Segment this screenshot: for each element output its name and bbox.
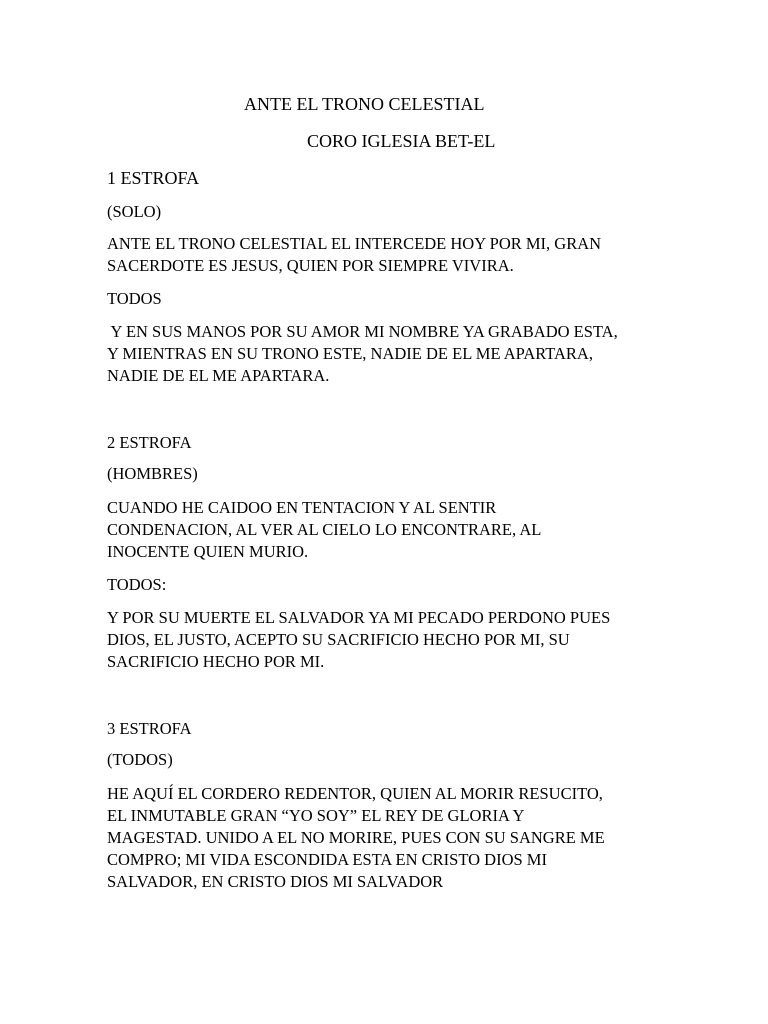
page-title: ANTE EL TRONO CELESTIAL: [244, 94, 485, 114]
stanza-2-verse-b: [107, 607, 707, 673]
stanza-1-part-b-label: TODOS: [107, 289, 162, 308]
verse-line: Y MIENTRAS EN SU TRONO ESTE, NADIE DE EL ME APARTARA,: [107, 344, 593, 363]
verse-line: Y POR SU MUERTE EL SALVADOR YA MI PECADO PERDONO PUES: [107, 608, 611, 627]
stanza-1-part-a-label: (SOLO): [107, 202, 162, 221]
stanza-3-part-a-label: (TODOS): [107, 750, 173, 769]
stanza-1-verse-b: [107, 321, 707, 387]
verse-line: Y EN SUS MANOS POR SU AMOR MI NOMBRE YA GRABADO ESTA,: [107, 322, 618, 341]
stanza-3-verse-a: [107, 783, 707, 893]
verse-line: SALVADOR, EN CRISTO DIOS MI SALVADOR: [107, 872, 444, 891]
stanza-2-verse-a: [107, 497, 707, 563]
stanza-3-heading: 3 ESTROFA: [107, 719, 192, 738]
verse-line: CONDENACION, AL VER AL CIELO LO ENCONTRARE, AL: [107, 520, 542, 539]
stanza-2-part-b-label: TODOS:: [107, 575, 167, 594]
stanza-1-heading: 1 ESTROFA: [107, 168, 200, 188]
verse-line: ANTE EL TRONO CELESTIAL EL INTERCEDE HOY POR MI, GRAN: [107, 234, 602, 253]
stanza-2-part-a-label: (HOMBRES): [107, 464, 198, 483]
verse-line: COMPRO; MI VIDA ESCONDIDA ESTA EN CRISTO DIOS MI: [107, 850, 547, 869]
verse-line: NADIE DE EL ME APARTARA.: [107, 366, 330, 385]
verse-line: EL INMUTABLE GRAN “YO SOY” EL REY DE GLORIA Y: [107, 806, 525, 825]
verse-line: CUANDO HE CAIDOO EN TENTACION Y AL SENTIR: [107, 498, 497, 517]
verse-line: SACRIFICIO HECHO POR MI.: [107, 652, 325, 671]
verse-line: DIOS, EL JUSTO, ACEPTO SU SACRIFICIO HECHO POR MI, SU: [107, 630, 570, 649]
verse-line: HE AQUÍ EL CORDERO REDENTOR, QUIEN AL MORIR RESUCITO,: [107, 784, 603, 803]
verse-line: SACERDOTE ES JESUS, QUIEN POR SIEMPRE VIVIRA.: [107, 256, 514, 275]
stanza-1-verse-a: [107, 233, 707, 277]
verse-line: INOCENTE QUIEN MURIO.: [107, 542, 309, 561]
page-subtitle: CORO IGLESIA BET-EL: [307, 131, 496, 151]
stanza-2-heading: 2 ESTROFA: [107, 433, 192, 452]
verse-line: MAGESTAD. UNIDO A EL NO MORIRE, PUES CON SU SANGRE ME: [107, 828, 605, 847]
